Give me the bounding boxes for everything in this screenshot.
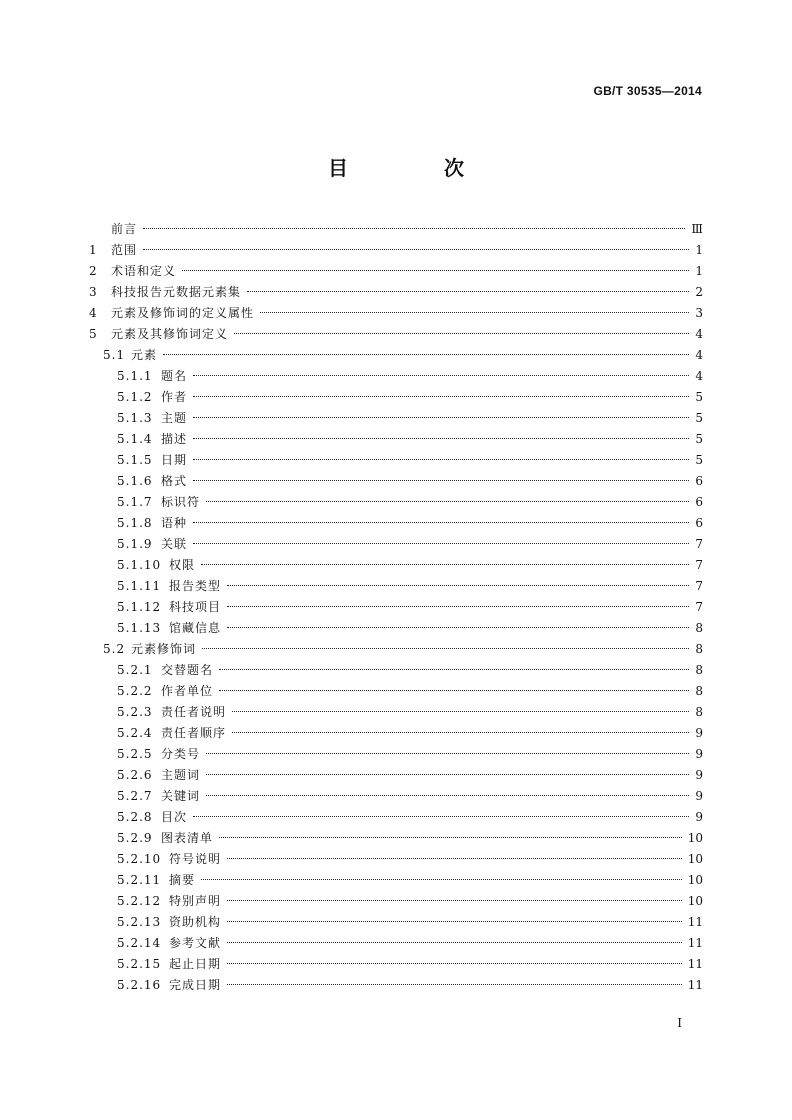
toc-entry[interactable] xyxy=(89,618,703,639)
toc-entry-number: 5.1.10 xyxy=(117,558,162,572)
toc-entry-number: 1 xyxy=(89,243,98,257)
toc-entry[interactable] xyxy=(89,324,703,345)
toc-entry-label: 科技报告元数据元素集 xyxy=(111,285,242,299)
toc-entry-page: 8 xyxy=(695,684,703,698)
toc-entry-page: 7 xyxy=(695,600,703,614)
toc-dot-leader xyxy=(227,900,682,901)
toc-entry-number: 5.2.8 xyxy=(117,810,153,824)
toc-entry-number: 5.2.5 xyxy=(117,747,153,761)
toc-dot-leader xyxy=(206,774,689,775)
toc-entry-page: 8 xyxy=(695,621,703,635)
toc-entry-label: 元素 xyxy=(131,348,158,362)
toc-entry-label: 分类号 xyxy=(161,747,201,761)
toc-entry-label: 格式 xyxy=(161,474,188,488)
toc-entry-page: 6 xyxy=(695,495,703,509)
toc-entry-number: 5.2.11 xyxy=(117,873,162,887)
toc-dot-leader xyxy=(143,228,685,229)
toc-dot-leader xyxy=(260,312,689,313)
toc-dot-leader xyxy=(227,984,682,985)
toc-dot-leader xyxy=(193,480,689,481)
toc-entry[interactable] xyxy=(89,555,703,576)
toc-dot-leader xyxy=(201,879,682,880)
toc-entry-label: 馆藏信息 xyxy=(169,621,222,635)
toc-entry-page: 3 xyxy=(695,306,703,320)
toc-dot-leader xyxy=(193,543,689,544)
toc-dot-leader xyxy=(206,753,689,754)
toc-entry-page: 11 xyxy=(687,915,703,929)
toc-entry-page: Ⅲ xyxy=(691,222,703,236)
toc-dot-leader xyxy=(234,333,689,334)
toc-entry[interactable] xyxy=(89,744,703,765)
toc-entry-number: 5.1.3 xyxy=(117,411,153,425)
toc-entry[interactable] xyxy=(89,681,703,702)
toc-dot-leader xyxy=(193,459,689,460)
toc-entry[interactable] xyxy=(89,366,703,387)
toc-entry-page: 8 xyxy=(695,663,703,677)
toc-entry-page: 4 xyxy=(695,348,703,362)
toc-entry-label: 主题词 xyxy=(161,768,201,782)
toc-dot-leader xyxy=(232,711,689,712)
toc-entry-page: 8 xyxy=(695,705,703,719)
toc-entry-label: 符号说明 xyxy=(169,852,222,866)
toc-entry-number: 5.1.11 xyxy=(117,579,162,593)
toc-entry-number: 5.1.6 xyxy=(117,474,153,488)
toc-entry-label: 元素修饰词 xyxy=(131,642,197,656)
toc-entry[interactable] xyxy=(89,387,703,408)
toc-entry[interactable] xyxy=(89,345,703,366)
toc-entry-label: 术语和定义 xyxy=(111,264,177,278)
toc-dot-leader xyxy=(227,627,689,628)
toc-entry[interactable] xyxy=(89,975,703,996)
toc-dot-leader xyxy=(182,270,689,271)
toc-dot-leader xyxy=(193,816,689,817)
toc-entry-label: 责任者顺序 xyxy=(161,726,227,740)
toc-entry-number: 5.1.4 xyxy=(117,432,153,446)
toc-dot-leader xyxy=(143,249,689,250)
toc-entry-label: 标识符 xyxy=(161,495,201,509)
toc-entry-number: 3 xyxy=(89,285,98,299)
toc-entry-number: 5.1.7 xyxy=(117,495,153,509)
toc-entry[interactable] xyxy=(89,807,703,828)
toc-entry-number: 5.2.10 xyxy=(117,852,162,866)
toc-entry-number: 4 xyxy=(89,306,98,320)
toc-entry-page: 6 xyxy=(695,474,703,488)
toc-entry[interactable] xyxy=(89,240,703,261)
toc-entry[interactable] xyxy=(89,723,703,744)
toc-entry-label: 参考文献 xyxy=(169,936,222,950)
toc-entry[interactable] xyxy=(89,597,703,618)
toc-dot-leader xyxy=(193,417,689,418)
toc-dot-leader xyxy=(227,585,689,586)
toc-entry-number: 5.2.1 xyxy=(117,663,153,677)
toc-dot-leader xyxy=(247,291,689,292)
toc-dot-leader xyxy=(227,606,689,607)
toc-entry-label: 描述 xyxy=(161,432,188,446)
toc-entry[interactable] xyxy=(89,303,703,324)
toc-entry-label: 报告类型 xyxy=(169,579,222,593)
toc-entry-page: 8 xyxy=(695,642,703,656)
toc-entry-number: 5.1 xyxy=(103,348,126,362)
toc-entry-label: 资助机构 xyxy=(169,915,222,929)
toc-entry[interactable] xyxy=(89,219,703,240)
toc-entry-number: 5.2.6 xyxy=(117,768,153,782)
toc-entry-label: 交替题名 xyxy=(161,663,214,677)
toc-entry-label: 目次 xyxy=(161,810,188,824)
toc-entry-number: 5.1.8 xyxy=(117,516,153,530)
toc-entry-number: 5.1.2 xyxy=(117,390,153,404)
toc-entry-number: 5.1.13 xyxy=(117,621,162,635)
toc-entry-number: 5.1.5 xyxy=(117,453,153,467)
toc-entry-label: 范围 xyxy=(111,243,138,257)
toc-entry-page: 10 xyxy=(687,831,703,845)
toc-dot-leader xyxy=(227,963,682,964)
standard-code: GB/T 30535—2014 xyxy=(593,84,702,98)
toc-dot-leader xyxy=(193,438,689,439)
toc-entry-number: 5.2.15 xyxy=(117,957,162,971)
toc-entry-number: 5 xyxy=(89,327,98,341)
toc-entry[interactable] xyxy=(89,471,703,492)
toc-entry-page: 5 xyxy=(695,453,703,467)
toc-entry-page: 9 xyxy=(695,726,703,740)
toc-entry[interactable] xyxy=(89,702,703,723)
toc-dot-leader xyxy=(206,795,689,796)
toc-entry-page: 4 xyxy=(695,327,703,341)
toc-entry-label: 元素及其修饰词定义 xyxy=(111,327,229,341)
toc-dot-leader xyxy=(227,942,682,943)
toc-entry-number: 5.2.9 xyxy=(117,831,153,845)
toc-entry-page: 6 xyxy=(695,516,703,530)
toc-entry-label: 科技项目 xyxy=(169,600,222,614)
toc-entry-number: 5.2.7 xyxy=(117,789,153,803)
toc-entry-page: 5 xyxy=(695,390,703,404)
toc-entry-page: 9 xyxy=(695,747,703,761)
page-number: I xyxy=(677,1016,682,1030)
toc-entry[interactable] xyxy=(89,786,703,807)
toc-entry-label: 完成日期 xyxy=(169,978,222,992)
toc-entry-number: 5.2.12 xyxy=(117,894,162,908)
toc-entry-page: 10 xyxy=(687,894,703,908)
toc-entry[interactable] xyxy=(89,513,703,534)
toc-dot-leader xyxy=(202,648,689,649)
page-title: 目 次 xyxy=(328,156,502,180)
toc-entry-page: 7 xyxy=(695,579,703,593)
toc-entry-page: 4 xyxy=(695,369,703,383)
toc-entry[interactable] xyxy=(89,765,703,786)
toc-entry-number: 5.2.16 xyxy=(117,978,162,992)
toc-entry-label: 起止日期 xyxy=(169,957,222,971)
toc-entry-page: 1 xyxy=(695,264,703,278)
toc-entry-page: 2 xyxy=(695,285,703,299)
toc-entry-number: 5.2.3 xyxy=(117,705,153,719)
toc-dot-leader xyxy=(163,354,689,355)
toc-entry[interactable] xyxy=(89,576,703,597)
toc-entry-page: 5 xyxy=(695,432,703,446)
toc-dot-leader xyxy=(219,669,689,670)
toc-entry-label: 作者 xyxy=(161,390,188,404)
toc-entry-label: 语种 xyxy=(161,516,188,530)
toc-entry-label: 摘要 xyxy=(169,873,196,887)
toc-entry[interactable] xyxy=(89,933,703,954)
toc-dot-leader xyxy=(201,564,689,565)
toc-entry-label: 关联 xyxy=(161,537,188,551)
toc-entry-label: 日期 xyxy=(161,453,188,467)
toc-entry-number: 5.1.9 xyxy=(117,537,153,551)
toc-entry-page: 11 xyxy=(687,978,703,992)
toc-entry-page: 10 xyxy=(687,873,703,887)
toc-entry-number: 5.1.12 xyxy=(117,600,162,614)
toc-entry-label: 责任者说明 xyxy=(161,705,227,719)
table-of-contents xyxy=(89,219,703,996)
toc-entry-page: 7 xyxy=(695,558,703,572)
toc-entry-label: 题名 xyxy=(161,369,188,383)
toc-entry[interactable] xyxy=(89,534,703,555)
toc-entry-page: 1 xyxy=(695,243,703,257)
toc-entry-label: 图表清单 xyxy=(161,831,214,845)
toc-entry[interactable] xyxy=(89,828,703,849)
toc-entry-page: 9 xyxy=(695,768,703,782)
toc-entry-label: 主题 xyxy=(161,411,188,425)
toc-dot-leader xyxy=(227,921,682,922)
toc-dot-leader xyxy=(206,501,689,502)
toc-entry-label: 前言 xyxy=(111,222,138,236)
toc-entry-page: 9 xyxy=(695,810,703,824)
toc-dot-leader xyxy=(232,732,689,733)
toc-entry-page: 5 xyxy=(695,411,703,425)
toc-entry-number: 5.2.13 xyxy=(117,915,162,929)
toc-entry[interactable] xyxy=(89,282,703,303)
toc-dot-leader xyxy=(193,375,689,376)
toc-entry[interactable] xyxy=(89,870,703,891)
toc-entry-page: 9 xyxy=(695,789,703,803)
toc-dot-leader xyxy=(193,522,689,523)
toc-entry-number: 5.2.4 xyxy=(117,726,153,740)
toc-entry-page: 11 xyxy=(687,936,703,950)
toc-dot-leader xyxy=(219,837,682,838)
toc-entry-number: 5.2 xyxy=(103,642,126,656)
toc-entry[interactable] xyxy=(89,660,703,681)
toc-entry-number: 5.2.2 xyxy=(117,684,153,698)
toc-entry-label: 作者单位 xyxy=(161,684,214,698)
toc-entry[interactable] xyxy=(89,408,703,429)
toc-entry-label: 元素及修饰词的定义属性 xyxy=(111,306,255,320)
toc-entry[interactable] xyxy=(89,912,703,933)
toc-entry-page: 10 xyxy=(687,852,703,866)
toc-entry-label: 特别声明 xyxy=(169,894,222,908)
toc-entry-page: 7 xyxy=(695,537,703,551)
toc-dot-leader xyxy=(219,690,689,691)
toc-entry-label: 关键词 xyxy=(161,789,201,803)
toc-entry[interactable] xyxy=(89,891,703,912)
toc-entry[interactable] xyxy=(89,492,703,513)
toc-entry[interactable] xyxy=(89,261,703,282)
toc-entry[interactable] xyxy=(89,429,703,450)
toc-entry-number: 5.1.1 xyxy=(117,369,153,383)
toc-entry[interactable] xyxy=(89,450,703,471)
toc-entry[interactable] xyxy=(89,954,703,975)
toc-dot-leader xyxy=(193,396,689,397)
toc-entry-label: 权限 xyxy=(169,558,196,572)
toc-entry[interactable] xyxy=(89,639,703,660)
toc-entry[interactable] xyxy=(89,849,703,870)
toc-entry-number: 5.2.14 xyxy=(117,936,162,950)
toc-dot-leader xyxy=(227,858,682,859)
toc-entry-number: 2 xyxy=(89,264,98,278)
toc-entry-page: 11 xyxy=(687,957,703,971)
